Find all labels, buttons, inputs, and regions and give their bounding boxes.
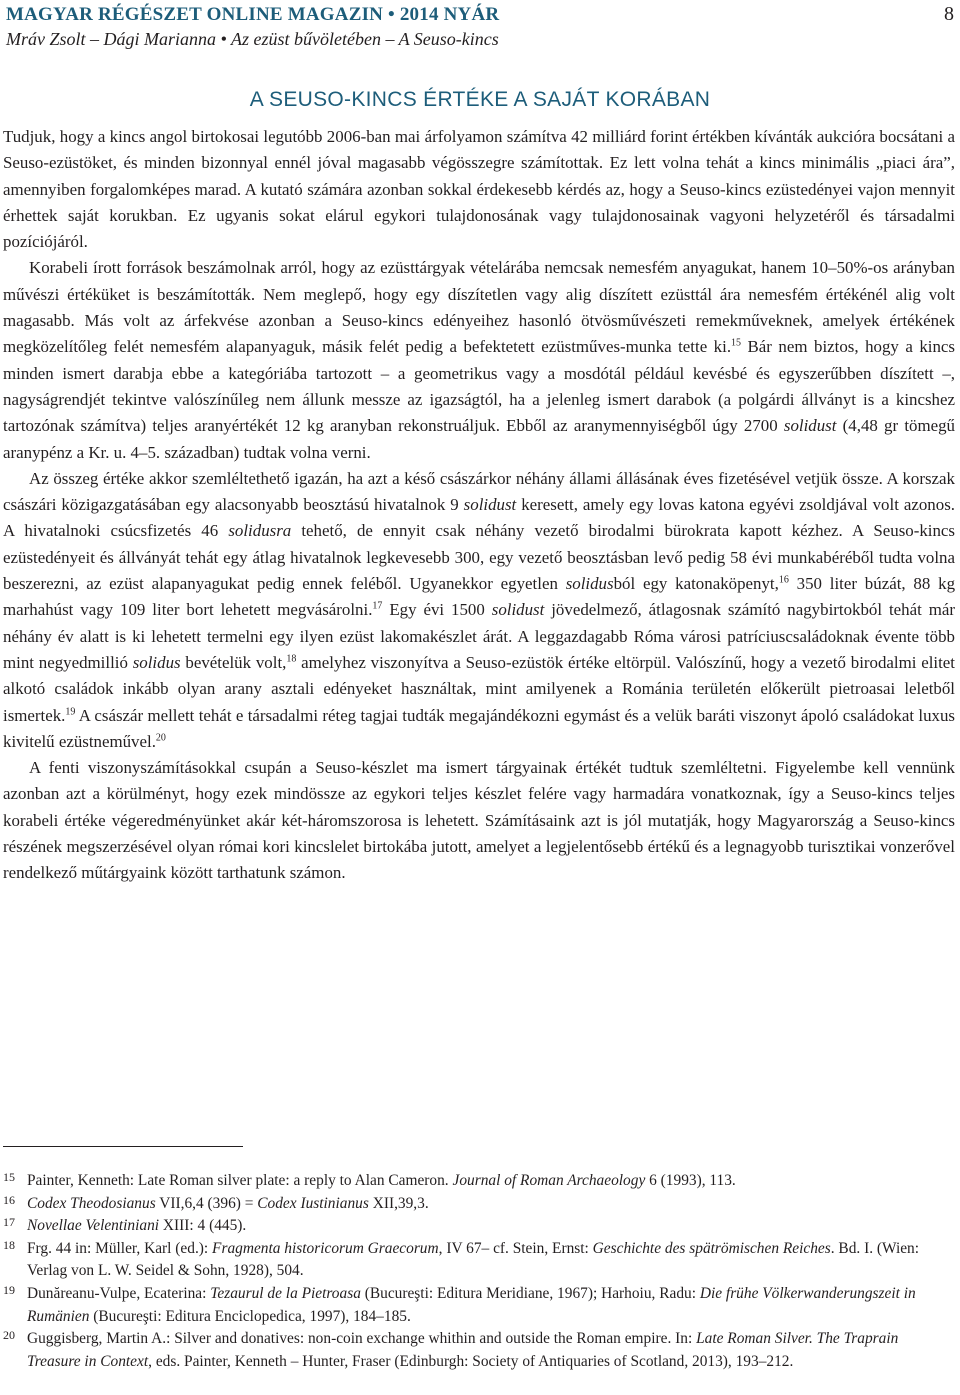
paragraph-2 bbox=[3, 255, 955, 465]
footnote-text: Codex Theodosianus VII,6,4 (396) = Codex Iustinianus XII,39,3. bbox=[27, 1194, 429, 1212]
footnote bbox=[3, 1193, 955, 1216]
footnote-ref-19[interactable]: 19 bbox=[65, 705, 76, 717]
footnote bbox=[3, 1238, 955, 1283]
italic-term: solidust bbox=[463, 495, 517, 515]
footnote-number: 19 bbox=[3, 1282, 15, 1297]
text-run: keresett, amely egy lovas katona egyévi zsoldjával volt azonos. A hivatalnoki csúcsfizetés 46 bbox=[3, 495, 955, 541]
footnote bbox=[3, 1215, 955, 1238]
text-run: tehető, de ennyit csak néhány vezető birodalmi bürokrata kapott kézhez. A Seuso-kincs ezüstedényeit és állványát tehát egy átlag hivatalnok legkevesebb 300, egy vezető beosztásban levő pedig 58 évi munkabéréből tudta volna beszerezni, az ezüst alapanyagukat pedig ennek feléből. Ugyanekkor egyetlen bbox=[3, 521, 955, 594]
footnote-text: Novellae Velentiniani XIII: 4 (445). bbox=[27, 1217, 247, 1235]
text-run: Egy évi 1500 bbox=[382, 600, 492, 620]
article-body bbox=[3, 124, 955, 887]
footnote-ref-15[interactable]: 15 bbox=[731, 337, 742, 349]
text-run: Korabeli írott források beszámolnak arról, hogy az ezüsttárgyak vételárába nemcsak nemesfém anyagukat, hanem 10–50%-os arányban művészi értéküket is beszámították. Nem meglepő, hogy egy díszítetlen vagy alig díszített ezüsttál ára nemesfém értékénél alig volt magasabb. Más volt az árfekvése azonban a Seuso-kincs edényeihez hasonló ötvösművészeti remekműveknek, amelyek értékének megközelítőleg felét nemesfém alapanyaguk, másik felét pedig a befektetett ezüstműves-munka tette ki. bbox=[3, 258, 955, 357]
footnote-text: Frg. 44 in: Müller, Karl (ed.): Fragmenta historicorum Graecorum, IV 67– cf. Stein, Ernst: Geschichte des spätrömischen Reiches. Bd. I. (Wien: Verlag von L. W. Seidel & Sohn, 1928), 504. bbox=[27, 1239, 920, 1280]
footnote-text: Dunăreanu-Vulpe, Ecaterina: Tezaurul de la Pietroasa (Bucureşti: Editura Meridiane, 1967); Harhoiu, Radu: Die frühe Völkerwanderungszeit in Rumänien (Bucureşti: Editura Enciclopedica, 1997), 184–185. bbox=[27, 1284, 916, 1325]
text-run: ból egy katonaköpenyt, bbox=[613, 574, 779, 594]
text-run: (4,48 gr tömegű aranypénz a Kr. u. 4–5. században) tudtak volna verni. bbox=[3, 416, 955, 462]
italic-term: solidust bbox=[783, 416, 837, 436]
text-run: jövedelmező, átlagosnak számító nagybirtokból tehát már néhány év alatt is ki lehetett termelni egy ilyen ezüst lakomakészlet árát. A leggazdagabb Róma városi patríciuscsaládoknak évente több mint negyedmillió bbox=[3, 600, 955, 672]
footnote-number: 20 bbox=[3, 1328, 15, 1343]
footnotes bbox=[3, 1170, 955, 1373]
magazine-title: MAGYAR RÉGÉSZET ONLINE MAGAZIN • 2014 NYÁR bbox=[6, 4, 500, 25]
page-header bbox=[6, 3, 954, 50]
header-top-row bbox=[6, 3, 954, 26]
footnote-number: 17 bbox=[3, 1215, 15, 1230]
italic-term: solidus bbox=[565, 574, 614, 594]
section-heading: A SEUSO-KINCS ÉRTÉKE A SAJÁT KORÁBAN bbox=[249, 88, 711, 111]
paragraph-3 bbox=[3, 466, 955, 755]
footnote-ref-16[interactable]: 16 bbox=[778, 574, 789, 586]
footnote-text: Guggisberg, Martin A.: Silver and donatives: non-coin exchange whithin and outside the Roman empire. In: Late Roman Silver. The Traprain Treasure in Context, eds. Painter, Kenneth – Hunter, Fraser (Edinburgh: Society of Antiquaries of Scotland, 2013), 193–212. bbox=[27, 1330, 899, 1370]
text-run: bevételük volt, bbox=[180, 652, 287, 672]
italic-term: solidusra bbox=[228, 521, 292, 541]
footnote-ref-20[interactable]: 20 bbox=[155, 732, 166, 744]
paragraph-1: Tudjuk, hogy a kincs angol birtokosai legutóbb 2006-ban mai árfolyamon számítva 42 milliárd forint értékben kívánták aukcióra bocsátani a Seuso-ezüstöket, és minden bizonnyal ennél jóval magasabb végösszegre számítottak. Ez lett volna tehát a kincs minimális „piaci ára”, amennyiben forgalomképes marad. A kutató számára azonban sokkal érdekesebb kérdés az, hogy a Seuso-kincs ezüstedényei vajon mennyit érhettek saját korukban. Ez ugyanis sokat elárul egykori tulajdonosának vagy tulajdonosainak vagyoni helyzetéről és társadalmi pozíciójáról. bbox=[3, 127, 955, 252]
footnote-ref-17[interactable]: 17 bbox=[372, 600, 383, 612]
paragraph-4: A fenti viszonyszámításokkal csupán a Seuso-készlet ma ismert tárgyainak értékét tudtuk szemléltetni. Figyelembe kell vennünk azonban azt a körülményt, hogy ezek mindössze az egykori teljes készlet felére vagy harmadára vonatkoznak, így a Seuso-kincs teljes korabeli értéke végeredményünket akár két-háromszorosa is lehetett. Számításaink azt is jól mutatják, hogy Magyarország a Seuso-kincs részének megszerzésével olyan római kori kincslelet birtokába jutott, amelyet a legjelentősebb értékű és a legnagyobb turisztikai vonzerővel rendelkező műtárgyaink között tarthatunk számon. bbox=[3, 758, 955, 883]
text-run: Bár nem biztos, hogy a kincs minden ismert darabja ebbe a kategóriába tartozott – a geometrikus vagy a mosdótál például kevésbé és egyszerűbben díszített –, nagyságrendjét tekintve valószínűleg nem állunk messze az igazságtól, ha a jelenleg ismert darabok (a polgárdi állványt is a kincshez tartozónak számítva) teljes aranyértékét 12 kg aranyban rekonstruáljuk. Ebből az aranymennyiségből úgy 2700 bbox=[3, 337, 955, 436]
footnote-ref-18[interactable]: 18 bbox=[286, 653, 297, 665]
text-run: A császár mellett tehát e társadalmi réteg tagjai tudták megajándékozni egymást és a velük baráti viszonyt ápoló családokat luxus kivitelű ezüstneművel. bbox=[3, 705, 955, 751]
text-run: 350 liter búzát, 88 kg marhahúst vagy 109 liter bort lehetett megvásárolni. bbox=[3, 574, 956, 620]
footnote-divider bbox=[3, 1146, 243, 1147]
footnote-number: 18 bbox=[3, 1237, 15, 1252]
text-run: amelyhez viszonyítva a Seuso-ezüstök értéke eltörpül. Valószínű, hogy a vezető birodalmi elitet alkotó családok inkább olyan arany asztali edényeket használtak, mint amilyenek a Románia területén előkerült pietroasai leletből ismertek. bbox=[3, 652, 955, 725]
footnote bbox=[3, 1170, 955, 1193]
footnote-number: 16 bbox=[3, 1192, 15, 1207]
article-subtitle: Mráv Zsolt – Dági Marianna • Az ezüst bűvöletében – A Seuso-kincs bbox=[6, 29, 499, 49]
italic-term: solidust bbox=[491, 600, 545, 620]
footnote-text: Painter, Kenneth: Late Roman silver plate: a reply to Alan Cameron. Journal of Roman Archaeology 6 (1993), 113. bbox=[27, 1172, 736, 1189]
footnote bbox=[3, 1328, 955, 1373]
italic-term: solidus bbox=[132, 652, 181, 672]
footnote-number: 15 bbox=[3, 1170, 15, 1184]
footnote bbox=[3, 1283, 955, 1328]
text-run: Az összeg értéke akkor szemléltethető igazán, ha azt a késő császárkor néhány állami állásának éves fizetésével vetjük össze. A korszak császári közigazgatásában egy alacsonyabb beosztású hivatalnok 9 bbox=[3, 468, 955, 515]
page-number: 8 bbox=[944, 3, 954, 25]
